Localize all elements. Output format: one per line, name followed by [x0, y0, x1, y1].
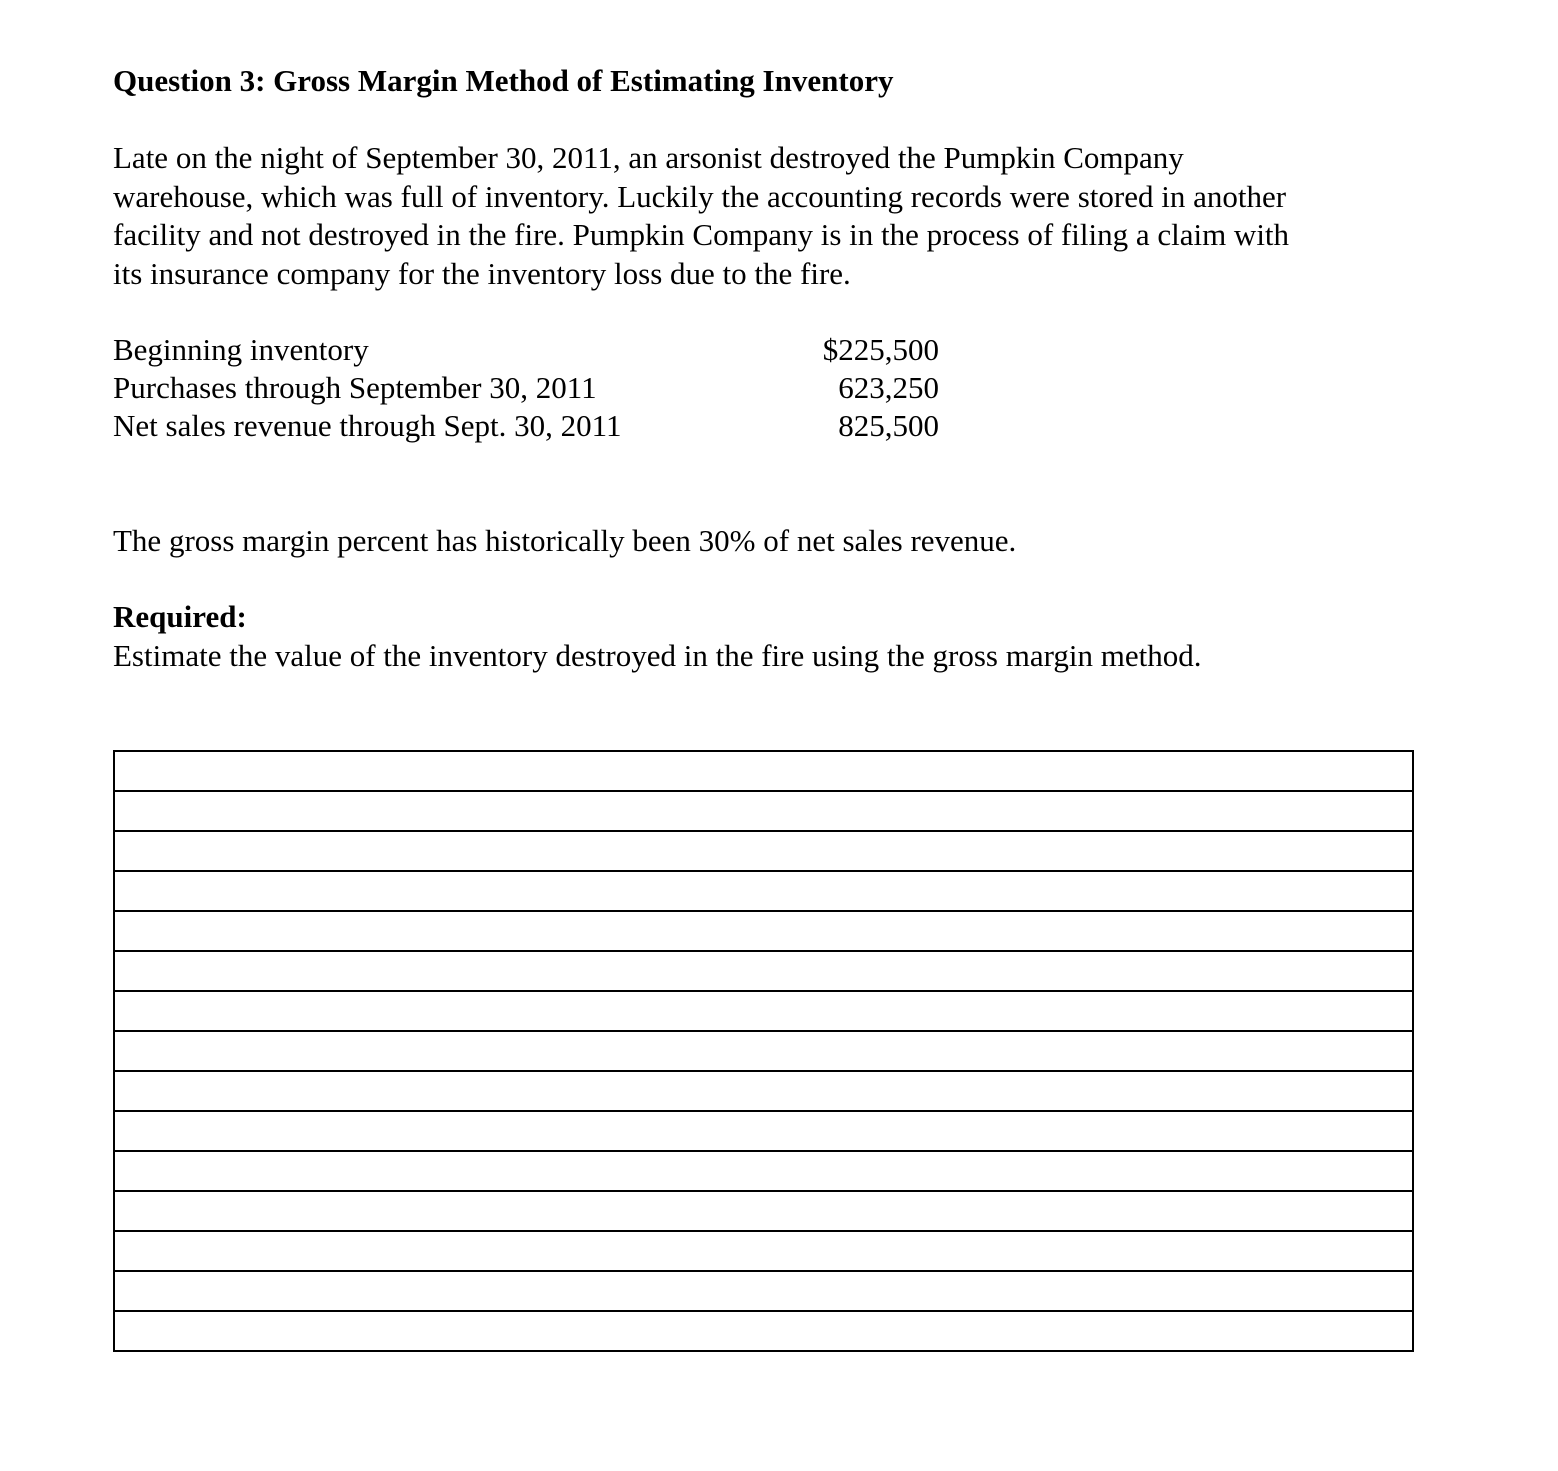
data-label: Purchases through September 30, 2011 [113, 370, 597, 405]
answer-line[interactable] [115, 1312, 1412, 1352]
intro-line: warehouse, which was full of inventory. Luckily the accounting records were stored in another [113, 178, 1287, 214]
data-value: 825,500 [838, 408, 939, 443]
gross-margin-note: The gross margin percent has historically been 30% of net sales revenue. [113, 523, 1017, 558]
answer-line[interactable] [115, 1032, 1412, 1072]
answer-line[interactable] [115, 832, 1412, 872]
answer-line[interactable] [115, 1152, 1412, 1192]
intro-line: Late on the night of September 30, 2011, an arsonist destroyed the Pumpkin Company [113, 140, 1184, 175]
intro-line: its insurance company for the inventory loss due to the fire. [113, 255, 851, 291]
answer-line[interactable] [115, 1272, 1412, 1312]
answer-line[interactable] [115, 992, 1412, 1032]
data-row-beginning-inventory [113, 331, 943, 369]
question-title: Question 3: Gross Margin Method of Estimating Inventory [113, 63, 894, 98]
answer-line[interactable] [115, 792, 1412, 832]
data-label: Beginning inventory [113, 332, 369, 367]
required-heading: Required: [113, 599, 247, 634]
answer-grid [113, 750, 1414, 1352]
answer-line[interactable] [115, 1112, 1412, 1152]
data-value: 623,250 [838, 370, 939, 405]
answer-line[interactable] [115, 1232, 1412, 1272]
answer-line[interactable] [115, 1072, 1412, 1112]
data-value: $225,500 [822, 332, 939, 367]
inventory-data-table [113, 331, 943, 445]
data-label: Net sales revenue through Sept. 30, 2011 [113, 408, 622, 443]
intro-line: facility and not destroyed in the fire. Pumpkin Company is in the process of filing a claim with [113, 217, 1290, 252]
answer-line[interactable] [115, 1192, 1412, 1232]
answer-line[interactable] [115, 912, 1412, 952]
answer-line[interactable] [115, 952, 1412, 992]
answer-line[interactable] [115, 752, 1412, 792]
data-row-purchases [113, 369, 943, 407]
answer-line[interactable] [115, 872, 1412, 912]
intro-paragraph [113, 139, 1413, 293]
data-row-net-sales [113, 407, 943, 445]
required-instructions: Estimate the value of the inventory destroyed in the fire using the gross margin method. [113, 638, 1202, 673]
